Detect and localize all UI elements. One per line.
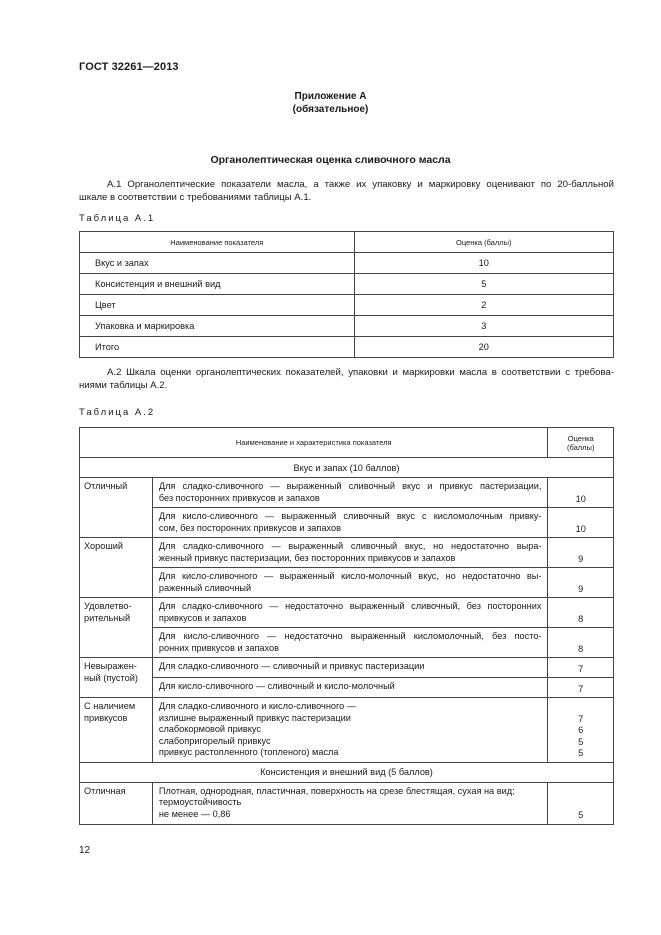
description-line: без посторонних привкусов и запахов — [158, 492, 320, 503]
table-row — [80, 316, 614, 337]
description-cell — [152, 628, 548, 658]
grade-label: Хороший — [84, 541, 123, 551]
description-line: Для сладко-сливочного — выраженный сливочный вкус, но недостаточно выра- — [158, 541, 542, 551]
indicator-name: Цвет — [80, 295, 355, 316]
description-line: излишне выраженный привкус пастеризации — [158, 712, 351, 723]
indicator-score: 20 — [354, 337, 613, 358]
description-line: Для кисло-сливочного — выраженный кисло-молочный вкус, но недостаточно вы- — [158, 571, 542, 581]
table-row — [80, 337, 614, 358]
score-cell: 8 — [548, 598, 614, 628]
paragraph-a2 — [79, 366, 614, 392]
description-cell — [152, 568, 548, 598]
grade-label: привкусов — [84, 712, 128, 723]
grade-cell — [80, 658, 153, 698]
grade-cell — [80, 538, 153, 598]
section-row — [80, 458, 614, 478]
score-cell: 5 — [548, 782, 614, 824]
table-row — [80, 782, 614, 824]
paragraph-line: А.2 Шкала оценки органолептических показателей, упаковки и маркировки масла в соответствии с требова- — [107, 367, 614, 378]
description-line: Для сладко-сливочного и кисло-сливочного — — [158, 701, 357, 711]
indicator-score: 2 — [354, 295, 613, 316]
table-row — [80, 478, 614, 508]
section-row — [80, 762, 614, 782]
description-line: слабопригорелый привкус — [158, 735, 271, 746]
score-value: 7 — [578, 713, 584, 724]
indicator-name: Консистенция и внешний вид — [80, 274, 355, 295]
score-value: 5 — [578, 736, 584, 747]
grade-label: Невыражен- — [84, 661, 137, 671]
description-cell — [152, 658, 548, 678]
document-header: ГОСТ 32261—2013 — [79, 61, 179, 73]
table-row — [80, 295, 614, 316]
description-line: Для кисло-сливочного — выраженный сливочный вкус с кисломолочным привку- — [158, 511, 542, 521]
table-row — [80, 253, 614, 274]
table-row — [80, 538, 614, 568]
table-row — [80, 678, 614, 698]
indicator-name: Упаковка и маркировка — [80, 316, 355, 337]
table-header-row — [80, 232, 614, 253]
score-cell: 10 — [548, 508, 614, 538]
grade-cell — [80, 478, 153, 538]
score-cell: 9 — [548, 538, 614, 568]
annex-subtitle: (обязательное) — [292, 104, 369, 115]
table-row — [80, 628, 614, 658]
grade-cell — [80, 598, 153, 658]
description-line: привкусов и запахов — [158, 612, 247, 623]
score-header-line: (баллы) — [567, 442, 595, 452]
paragraph-line: А.1 Органолептические показатели масла, а также их упаковку и маркировку оценивают по 20-балльной — [107, 179, 614, 190]
score-cell — [548, 698, 614, 763]
description-line: Для сладко-сливочного — выраженный сливочный вкус и привкус пастеризации, — [158, 481, 542, 491]
description-line: Для кисло-сливочного — сливочный и кисло-молочный — [158, 681, 395, 691]
score-cell: 9 — [548, 568, 614, 598]
grade-cell — [80, 698, 153, 763]
description-line: Для сладко-сливочного — недостаточно выраженный сливочный, без посторонних — [158, 601, 542, 611]
score-value: 5 — [578, 748, 584, 758]
table-row — [80, 568, 614, 598]
score-cell: 8 — [548, 628, 614, 658]
description-line: термоустойчивость — [158, 797, 242, 807]
description-cell — [152, 782, 548, 824]
column-header — [548, 428, 614, 458]
table-row — [80, 274, 614, 295]
column-header: Оценка (баллы) — [354, 232, 613, 253]
description-line: раженный сливочный — [158, 582, 252, 593]
description-line: Для кисло-сливочного — недостаточно выраженный кисломолочный, без посто- — [158, 631, 542, 641]
description-cell — [152, 508, 548, 538]
grade-label: Отличная — [84, 785, 126, 796]
description-line: слабокормовой привкус — [158, 724, 261, 734]
description-line: ронних привкусов и запахов — [158, 642, 280, 653]
description-cell — [152, 678, 548, 698]
score-cell: 7 — [548, 678, 614, 698]
grade-cell — [80, 782, 153, 824]
score-cell: 7 — [548, 658, 614, 678]
table-row — [80, 508, 614, 538]
column-header: Наименование показателя — [80, 232, 355, 253]
section-title: Органолептическая оценка сливочного масла — [210, 154, 451, 166]
table-a1-caption: Таблица А.1 — [79, 213, 156, 224]
grade-label: рительный — [84, 612, 131, 623]
description-cell — [152, 598, 548, 628]
description-line: Плотная, однородная, пластичная, поверхность на срезе блестящая, сухая на вид; — [158, 785, 515, 796]
description-line: привкус растопленного (топленого) масла — [158, 747, 339, 757]
description-line: Для сладко-сливочного — сливочный и привкус пастеризации — [158, 661, 425, 671]
table-a2 — [79, 427, 614, 825]
table-row — [80, 658, 614, 678]
indicator-name: Итого — [80, 337, 355, 358]
indicator-score: 10 — [354, 253, 613, 274]
table-a2-caption: Таблица А.2 — [79, 407, 156, 418]
grade-label: С наличием — [84, 701, 136, 711]
table-row — [80, 698, 614, 763]
indicator-score: 5 — [354, 274, 613, 295]
indicator-score: 3 — [354, 316, 613, 337]
description-cell — [152, 698, 548, 763]
description-line: женный привкус пастеризации, без посторонних привкусов и запахов — [158, 552, 456, 563]
paragraph-a1 — [79, 178, 614, 204]
grade-label: Отличный — [84, 481, 128, 491]
score-value: 6 — [578, 725, 584, 735]
description-cell — [152, 478, 548, 508]
table-a1 — [79, 231, 614, 358]
score-header-line: Оценка — [567, 433, 594, 443]
annex-title: Приложение А — [294, 91, 367, 102]
grade-label: ный (пустой) — [84, 672, 138, 683]
indicator-name: Вкус и запах — [80, 253, 355, 274]
page-number: 12 — [79, 845, 91, 856]
description-cell — [152, 538, 548, 568]
section-heading: Вкус и запах (10 баллов) — [80, 458, 614, 478]
description-line: сом, без посторонних привкусов и запахов — [158, 522, 341, 533]
column-header: Наименование и характеристика показателя — [80, 428, 548, 458]
score-cell: 10 — [548, 478, 614, 508]
description-line: не менее — 0,86 — [158, 808, 231, 819]
paragraph-line: шкале в соответствии с требованиями таблицы А.1. — [79, 192, 312, 203]
section-heading: Консистенция и внешний вид (5 баллов) — [80, 762, 614, 782]
grade-label: Удовлетво- — [84, 601, 132, 611]
table-row — [80, 598, 614, 628]
paragraph-line: ниями таблицы А.2. — [79, 380, 168, 391]
table-header-row — [80, 428, 614, 458]
